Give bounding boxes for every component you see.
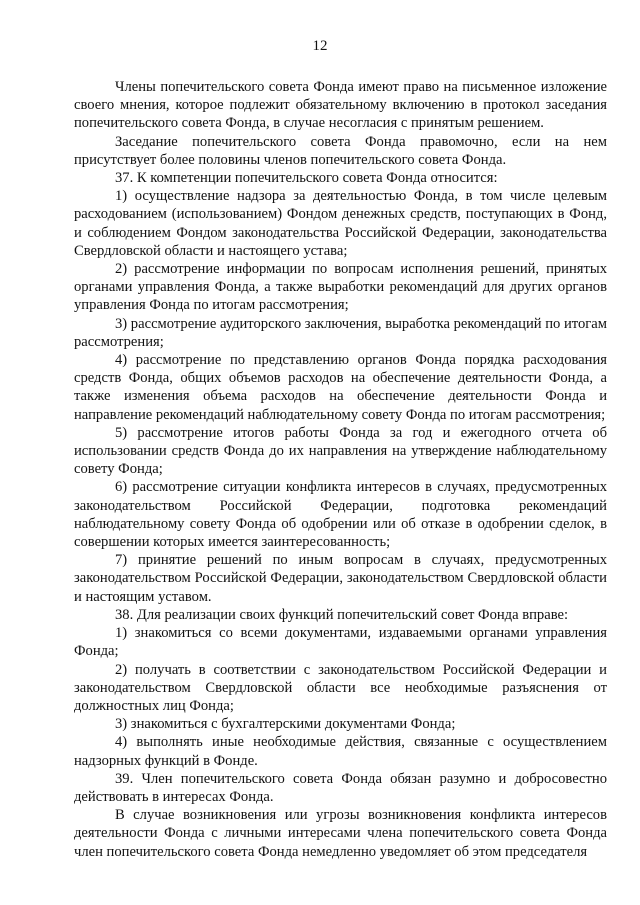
paragraph: Члены попечительского совета Фонда имеют право на письменное изложение своего мнения, которое подлежит обязательному включению в протокол заседания попечительского совета Фонда, в случае несогласия с принятым решением. (74, 79, 607, 132)
paragraph: 39. Член попечительского совета Фонда обязан разумно и добросовестно действовать в интересах Фонда. (74, 770, 607, 805)
paragraph: 4) рассмотрение по представлению органов Фонда порядка расходования средств Фонда, общих объемов расходов на обеспечение деятельности Фонда, а также изменения объема расходов на обеспечение деятельности Фонда и направление рекомендаций наблюдательному совету Фонда по итогам рассмотрения; (74, 352, 607, 423)
paragraph: 4) выполнять иные необходимые действия, связанные с осуществлением надзорных функций в Фонде. (74, 734, 607, 769)
paragraph: 38. Для реализации своих функций попечительский совет Фонда вправе: (115, 606, 569, 623)
paragraph: 7) принятие решений по иным вопросам в случаях, предусмотренных законодательством Российской Федерации, законодательством Свердловской области и настоящим уставом. (74, 552, 607, 605)
page-number: 12 (312, 38, 328, 54)
paragraph: 2) рассмотрение информации по вопросам исполнения решений, принятых органами управления Фонда, а также выработки рекомендаций для других органов управления Фонда по итогам рассмотрения; (74, 261, 607, 314)
paragraph: 6) рассмотрение ситуации конфликта интересов в случаях, предусмотренных законодательством Российской Федерации, подготовка рекомендаций наблюдательному совету Фонда об одобрении или об отказе в одобрении сделок, в совершении которых имеется заинтересованность; (74, 479, 607, 551)
paragraph: 37. К компетенции попечительского совета Фонда относится: (115, 170, 498, 187)
paragraph: В случае возникновения или угрозы возникновения конфликта интересов деятельности Фонда с личными интересами члена попечительского совета Фонда член попечительского совета Фонда немедленно уведомляет об этом председателя (74, 807, 607, 860)
document-body (74, 78, 607, 861)
paragraph: 1) осуществление надзора за деятельностью Фонда, в том числе целевым расходованием (использованием) Фондом денежных средств, поступающих в Фонд, и соблюдением Фондом законодательства Российской Федерации, законодательства Свердловской области и настоящего устава; (74, 188, 607, 259)
paragraph: 3) знакомиться с бухгалтерскими документами Фонда; (115, 716, 456, 733)
paragraph: 2) получать в соответствии с законодательством Российской Федерации и законодательством Свердловской области все необходимые разъяснения от должностных лиц Фонда; (74, 661, 607, 714)
paragraph: 5) рассмотрение итогов работы Фонда за год и ежегодного отчета об использовании средств Фонда до их направления на утверждение наблюдательному совету Фонда; (74, 424, 607, 478)
paragraph: 3) рассмотрение аудиторского заключения, выработка рекомендаций по итогам рассмотрения; (74, 315, 607, 350)
paragraph: Заседание попечительского совета Фонда правомочно, если на нем присутствует более половины членов попечительского совета Фонда. (74, 133, 607, 168)
paragraph: 1) знакомиться со всеми документами, издаваемыми органами управления Фонда; (74, 625, 607, 660)
